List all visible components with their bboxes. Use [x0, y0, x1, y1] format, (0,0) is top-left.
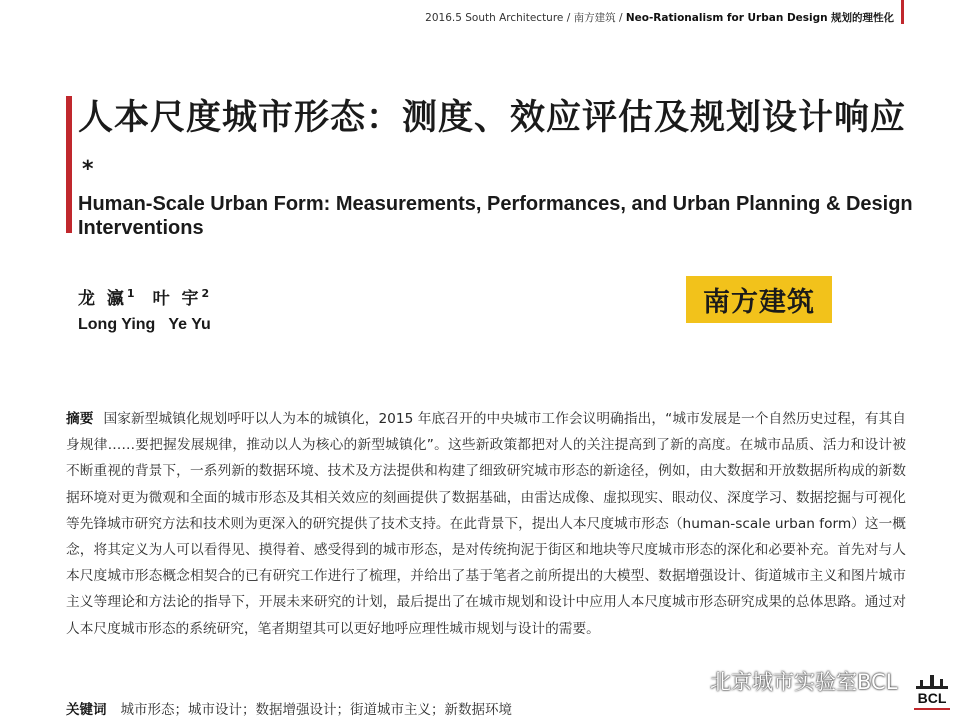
keywords [66, 698, 766, 718]
header-journal-en: South Architecture [465, 12, 564, 24]
journal-stamp [686, 276, 832, 323]
bcl-logo-text: BCL [917, 690, 947, 706]
title-note-mark: * [82, 157, 95, 182]
watermark-text: 北京城市实验室BCL [710, 670, 898, 694]
header-journal-cn: 南方建筑 [573, 12, 616, 24]
author-2-affil: 2 [201, 287, 210, 300]
header-column-en: Neo-Rationalism for Urban Design [625, 12, 828, 24]
title-en: Human-Scale Urban Form: Measurements, Performances, and Urban Planning & Design Interventions [78, 193, 913, 239]
title-cn: 人本尺度城市形态：测度、效应评估及规划设计响应 [78, 98, 907, 138]
authors-cn [78, 284, 209, 309]
abstract [66, 406, 906, 642]
wechat-icon [676, 669, 704, 693]
keywords-text: 城市形态；城市设计；数据增强设计；街道城市主义；新数据环境 [120, 702, 512, 718]
keywords-label: 关键词 [66, 702, 107, 718]
author-2-name: 叶 宇 [152, 289, 202, 309]
author-1-name: 龙 瀛 [78, 289, 127, 309]
title-accent-bar [66, 96, 72, 233]
authors-en: Long Ying Ye Yu [78, 316, 211, 333]
page-title [78, 92, 908, 207]
header-accent-mark [901, 0, 904, 24]
header-column-cn: 规划的理性化 [831, 12, 894, 24]
journal-stamp-text: 南方建筑 [703, 287, 815, 318]
running-header: 2016.5 South Architecture / 南方建筑 / Neo-Rationalism for Urban Design 规划的理性化 [425, 12, 894, 24]
abstract-text: 国家新型城镇化规划呼吁以人为本的城镇化，2015 年底召开的中央城市工作会议明确指出，“城市发展是一个自然历史过程，有其自身规律……要把握发展规律，推动以人为核心的新型城镇化”。这些新政策都把对人的关注提高到了新的高度。在城市品质、活力和设计被不断重视的背景下，一系列新的数据环境、技术及方法提供和构建了细致研究城市形态的新途径，例如，由大数据和开放数据所构成的新数据环境对更为微观和全面的城市形态及其相关效应的刻画提供了数据基础，由雷达成像、虚拟现实、眼动仪、深度学习、数据挖掘与可视化等先锋城市研究方法和技术则为更深入的研究提供了技术支持。在此背景下，提出人本尺度城市形态（human-scale urban form）这一概念，将其定义为人可以看得见、摸得着、感受得到的城市形态，是对传统拘泥于街区和地块等尺度城市形态的深化和必要补充。首先对与人本尺度城市形态概念相契合的已有研究工作进行了梳理，并给出了基于笔者之前所提出的大模型、数据增强设计、街道城市主义和图片城市主义等理论和方法论的指导下，开展未来研究的计划，最后提出了在城市规划和设计中应用人本尺度城市形态研究成果的总体思路。通过对人本尺度城市形态的系统研究，笔者期望其可以更好地呼应理性城市规划与设计的需要。 [66, 411, 906, 637]
abstract-label: 摘要 [66, 411, 94, 427]
author-1-affil: 1 [126, 287, 135, 300]
watermark [676, 666, 897, 696]
header-issue: 2016.5 [425, 12, 462, 24]
